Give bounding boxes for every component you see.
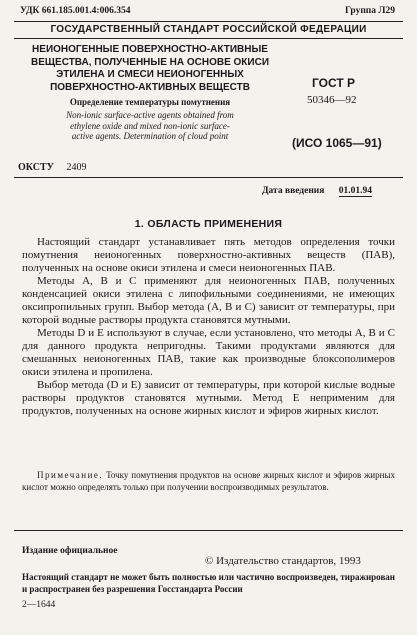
note-text: Точку помутнения продуктов на основе жирных кислот и эфиров жирных кислот можно определять только при получении воспроизводимых результатов. bbox=[22, 470, 395, 492]
document-title bbox=[20, 44, 280, 94]
introduction-date-label: Дата введения bbox=[262, 186, 325, 196]
top-rule bbox=[14, 21, 403, 22]
body-paragraph: Выбор метода (D и Е) зависит от температуры, при которой кислые водные растворы продуктов становятся мутными. Метод Е неприменим для продуктов, полученных на основе жирных кислот и эфиров жирных кислот. bbox=[22, 379, 395, 417]
body-paragraph: Методы D и Е используют в случае, если установлено, что методы А, В и С для данного продукта непригодны. Такими продуктами являются для смешанных неионогенных ПАВ, такие как производные блоксополимеров окиси этилена и пропилена. bbox=[22, 327, 395, 378]
group-code: Группа Л29 bbox=[344, 6, 395, 16]
edition-label: Издание официальное bbox=[22, 546, 118, 556]
english-title-line: active agents. Determination of cloud point bbox=[71, 131, 229, 141]
okstu-label: ОКСТУ bbox=[18, 162, 55, 173]
introduction-date-value: 01.01.94 bbox=[338, 186, 373, 196]
okstu-code bbox=[18, 162, 87, 173]
body-paragraph: Методы А, В и С применяют для неионогенных ПАВ, полученных конденсацией окиси этилена с липофильными соединениями, не имеющих оксипропильных групп. Выбор метода (А, В и С) зависит от температуры, при которой водные растворы продукта становятся мутными. bbox=[22, 275, 395, 326]
heading-rule bbox=[14, 38, 403, 39]
document-subtitle: Определение температуры помутнения bbox=[69, 97, 231, 107]
footer-rule bbox=[14, 530, 403, 531]
gost-number: 50346—92 bbox=[307, 94, 357, 106]
udk-code: УДК 661.185.001.4:006.354 bbox=[20, 6, 131, 16]
iso-reference: (ИСО 1065—91) bbox=[292, 136, 382, 150]
publisher-copyright: © Издательство стандартов, 1993 bbox=[205, 555, 361, 567]
english-title-line: ethylene oxide and mixed non-ionic surface- bbox=[70, 120, 230, 131]
state-standard-heading: ГОСУДАРСТВЕННЫЙ СТАНДАРТ РОССИЙСКОЙ ФЕДЕРАЦИИ bbox=[50, 24, 367, 35]
gost-label: ГОСТ Р bbox=[312, 76, 356, 90]
body-paragraph: Настоящий стандарт устанавливает пять методов определения точки помутнения неионогенных поверхностно-активных веществ (ПАВ), полученных на основе окиси этилена и смеси неионогенных ПАВ. bbox=[22, 236, 395, 274]
section-rule bbox=[14, 177, 403, 178]
english-title bbox=[20, 110, 280, 142]
note-label: Примечание. bbox=[37, 470, 104, 480]
title-line: ЭТИЛЕНА И СМЕСИ НЕИОНОГЕННЫХ bbox=[56, 69, 244, 80]
english-title-line: Non-ionic surface-active agents obtained from bbox=[66, 110, 234, 120]
print-code: 2—1644 bbox=[22, 600, 56, 610]
copyright-notice: Настоящий стандарт не может быть полностью или частично воспроизведен, тиражирован и распространен без разрешения Госстандарта России bbox=[22, 572, 395, 594]
title-line: ВЕЩЕСТВА, ПОЛУЧЕННЫЕ НА ОСНОВЕ ОКИСИ bbox=[30, 56, 270, 68]
note bbox=[22, 470, 395, 493]
title-line: НЕИОНОГЕННЫЕ ПОВЕРХНОСТНО-АКТИВНЫЕ bbox=[32, 44, 268, 55]
introduction-date bbox=[262, 186, 372, 196]
section-title: 1. ОБЛАСТЬ ПРИМЕНЕНИЯ bbox=[134, 218, 283, 230]
okstu-value: 2409 bbox=[66, 162, 87, 173]
section-body bbox=[22, 236, 395, 418]
title-line: ПОВЕРХНОСТНО-АКТИВНЫХ ВЕЩЕСТВ bbox=[50, 81, 250, 93]
